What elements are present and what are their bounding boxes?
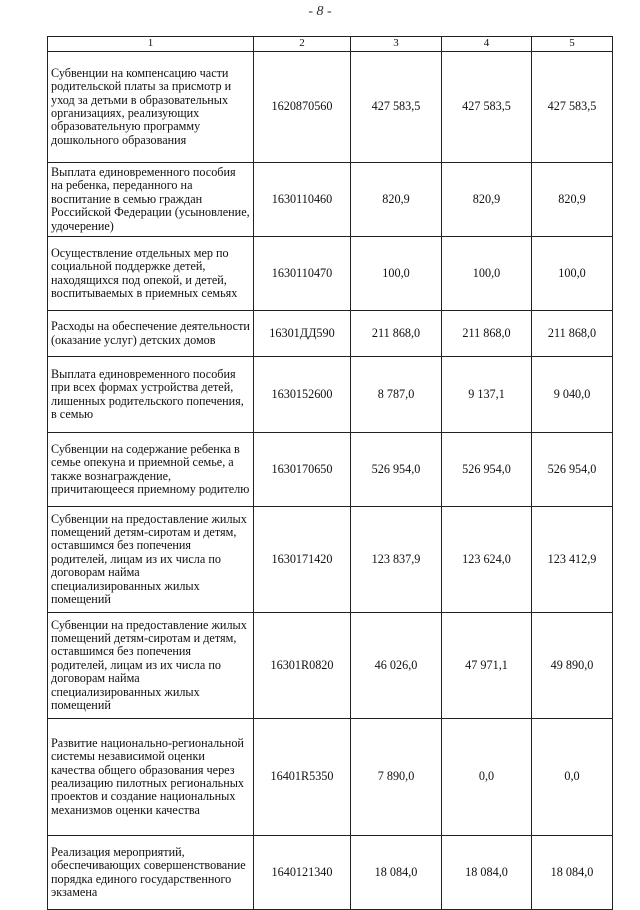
header-row <box>48 37 613 52</box>
row-code: 16401R5350 <box>254 719 351 836</box>
row-value-3: 526 954,0 <box>351 433 442 507</box>
row-name: Выплата единовременного пособия при всех формах устройства детей, лишенных родительского попечения, в семью <box>48 357 254 433</box>
row-code: 1640121340 <box>254 836 351 910</box>
row-value-5: 9 040,0 <box>532 357 613 433</box>
row-value-5: 49 890,0 <box>532 613 613 719</box>
row-value-4: 211 868,0 <box>442 311 532 357</box>
row-code: 1630170650 <box>254 433 351 507</box>
row-value-4: 47 971,1 <box>442 613 532 719</box>
row-code: 1630110460 <box>254 163 351 237</box>
row-code: 1630110470 <box>254 237 351 311</box>
row-name: Реализация мероприятий, обеспечивающих совершенствование порядка единого государственного экзамена <box>48 836 254 910</box>
table-row <box>48 237 613 311</box>
table-row <box>48 311 613 357</box>
row-code: 16301ДД590 <box>254 311 351 357</box>
row-value-4: 0,0 <box>442 719 532 836</box>
budget-table <box>47 36 613 910</box>
row-value-4: 9 137,1 <box>442 357 532 433</box>
row-value-5: 0,0 <box>532 719 613 836</box>
row-value-4: 18 084,0 <box>442 836 532 910</box>
row-code: 16301R0820 <box>254 613 351 719</box>
row-name: Субвенции на компенсацию части родительской платы за присмотр и уход за детьми в образовательных организациях, реализующих образовательную программу дошкольного образования <box>48 52 254 163</box>
row-value-3: 8 787,0 <box>351 357 442 433</box>
row-code: 1620870560 <box>254 52 351 163</box>
table-row <box>48 719 613 836</box>
row-value-3: 100,0 <box>351 237 442 311</box>
row-value-5: 820,9 <box>532 163 613 237</box>
column-header-2: 2 <box>254 37 351 52</box>
row-value-3: 46 026,0 <box>351 613 442 719</box>
row-value-5: 211 868,0 <box>532 311 613 357</box>
row-value-5: 18 084,0 <box>532 836 613 910</box>
row-value-4: 123 624,0 <box>442 507 532 613</box>
row-code: 1630152600 <box>254 357 351 433</box>
row-value-3: 18 084,0 <box>351 836 442 910</box>
row-value-5: 526 954,0 <box>532 433 613 507</box>
row-value-5: 123 412,9 <box>532 507 613 613</box>
row-value-4: 820,9 <box>442 163 532 237</box>
table-row <box>48 357 613 433</box>
row-value-3: 211 868,0 <box>351 311 442 357</box>
row-value-4: 526 954,0 <box>442 433 532 507</box>
column-header-3: 3 <box>351 37 442 52</box>
row-name: Субвенции на содержание ребенка в семье опекуна и приемной семье, а также вознаграждение, причитающееся приемному родителю <box>48 433 254 507</box>
row-value-3: 7 890,0 <box>351 719 442 836</box>
row-name: Субвенции на предоставление жилых помещений детям-сиротам и детям, оставшимся без попечения родителей, лицам из их числа по договорам найма специализированных жилых помещений <box>48 507 254 613</box>
column-header-1: 1 <box>48 37 254 52</box>
row-value-4: 427 583,5 <box>442 52 532 163</box>
row-name: Расходы на обеспечение деятельности (оказание услуг) детских домов <box>48 311 254 357</box>
row-value-4: 100,0 <box>442 237 532 311</box>
column-header-5: 5 <box>532 37 613 52</box>
page-number: - 8 - <box>308 4 332 19</box>
row-value-3: 820,9 <box>351 163 442 237</box>
column-header-4: 4 <box>442 37 532 52</box>
row-name: Субвенции на предоставление жилых помещений детям-сиротам и детям, оставшимся без попечения родителей, лицам из их числа по договорам найма специализированных жилых помещений <box>48 613 254 719</box>
table-row <box>48 836 613 910</box>
row-value-5: 427 583,5 <box>532 52 613 163</box>
row-value-3: 427 583,5 <box>351 52 442 163</box>
table-row <box>48 52 613 163</box>
table-row <box>48 433 613 507</box>
table-row <box>48 163 613 237</box>
row-code: 1630171420 <box>254 507 351 613</box>
row-value-5: 100,0 <box>532 237 613 311</box>
table-row <box>48 613 613 719</box>
row-value-3: 123 837,9 <box>351 507 442 613</box>
row-name: Осуществление отдельных мер по социальной поддержке детей, находящихся под опекой, и детей, воспитываемых в приемных семьях <box>48 237 254 311</box>
table-row <box>48 507 613 613</box>
row-name: Развитие национально-региональной системы независимой оценки качества общего образования через реализацию пилотных региональных проектов и создание национальных механизмов оценки качества <box>48 719 254 836</box>
row-name: Выплата единовременного пособия на ребенка, переданного на воспитание в семью граждан Российской Федерации (усыновление, удочерение) <box>48 163 254 237</box>
